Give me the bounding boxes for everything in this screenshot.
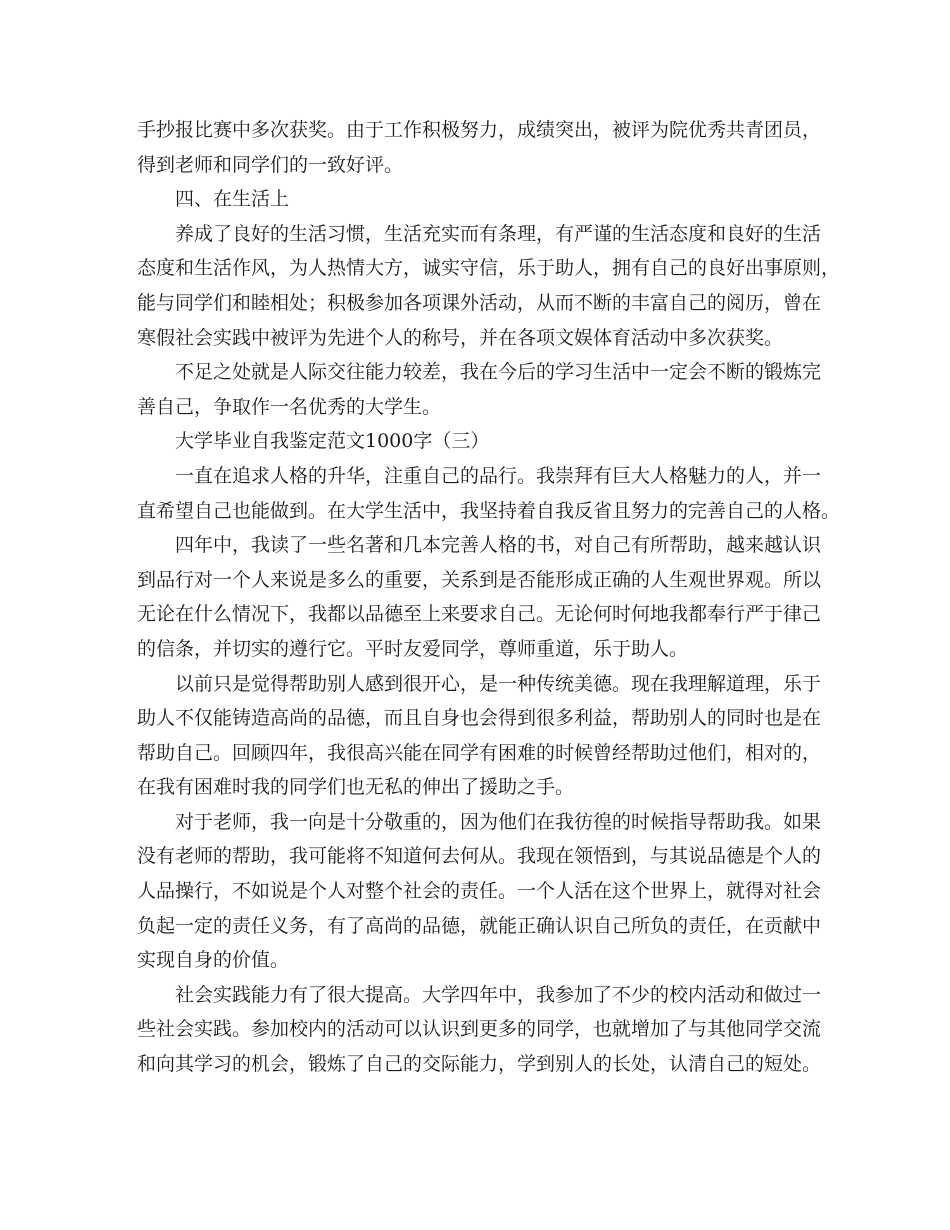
article-title: 大学毕业自我鉴定范文1000字（三） bbox=[175, 430, 490, 453]
paragraph-line: 到品行对一个人来说是多么的重要，关系到是否能形成正确的人生观世界观。所以 bbox=[137, 568, 822, 591]
paragraph-line: 对于老师，我一向是十分敬重的，因为他们在我彷徨的时候指导帮助我。如果 bbox=[175, 810, 822, 833]
paragraph-line: 些社会实践。参加校内的活动可以认识到更多的同学，也就增加了与其他同学交流 bbox=[137, 1018, 822, 1041]
paragraph-line: 人品操行，不如说是个人对整个社会的责任。一个人活在这个世界上，就得对社会 bbox=[137, 880, 822, 903]
paragraph-line: 手抄报比赛中多次获奖。由于工作积极努力，成绩突出，被评为院优秀共青团员， bbox=[137, 119, 822, 141]
paragraph-line: 不足之处就是人际交往能力较差，我在今后的学习生活中一定会不断的锻炼完 bbox=[175, 361, 822, 384]
paragraph-line: 无论在什么情况下，我都以品德至上来要求自己。无论何时何地我都奉行严于律己 bbox=[137, 603, 822, 626]
paragraph-line: 社会实践能力有了很大提高。大学四年中，我参加了不少的校内活动和做过一 bbox=[175, 983, 822, 1006]
paragraph-line: 得到老师和同学们的一致好评。 bbox=[137, 153, 404, 176]
section-heading: 四、在生活上 bbox=[175, 188, 290, 211]
paragraph-line: 态度和生活作风，为人热情大方，诚实守信，乐于助人，拥有自己的良好出事原则， bbox=[137, 257, 841, 280]
paragraph-line: 四年中，我读了一些名著和几本完善人格的书，对自己有所帮助，越来越认识 bbox=[175, 534, 822, 557]
paragraph-line: 养成了良好的生活习惯，生活充实而有条理，有严谨的生活态度和良好的生活 bbox=[175, 222, 822, 245]
paragraph-line: 善自己，争取作一名优秀的大学生。 bbox=[137, 395, 442, 418]
paragraph-line: 寒假社会实践中被评为先进个人的称号，并在各项文娱体育活动中多次获奖。 bbox=[137, 326, 784, 349]
paragraph-line: 实现自身的价值。 bbox=[137, 949, 290, 972]
paragraph-line: 一直在追求人格的升华，注重自己的品行。我崇拜有巨大人格魅力的人，并一 bbox=[175, 464, 822, 487]
paragraph-line: 帮助自己。回顾四年，我很高兴能在同学有困难的时候曾经帮助过他们，相对的， bbox=[137, 741, 822, 764]
paragraph-line: 以前只是觉得帮助别人感到很开心，是一种传统美德。现在我理解道理，乐于 bbox=[175, 672, 822, 695]
paragraph-line: 助人不仅能铸造高尚的品德，而且自身也会得到很多利益，帮助别人的同时也是在 bbox=[137, 707, 822, 730]
document-body bbox=[137, 113, 841, 1082]
paragraph-line: 没有老师的帮助，我可能将不知道何去何从。我现在领悟到，与其说品德是个人的 bbox=[137, 845, 822, 868]
paragraph-line: 和向其学习的机会，锻炼了自己的交际能力，学到别人的长处，认清自己的短处。 bbox=[137, 1053, 822, 1076]
paragraph-line: 的信条，并切实的遵行它。平时友爱同学，尊师重道，乐于助人。 bbox=[137, 637, 689, 660]
paragraph-line: 能与同学们和睦相处；积极参加各项课外活动，从而不断的丰富自己的阅历，曾在 bbox=[137, 291, 822, 314]
paragraph-line: 在我有困难时我的同学们也无私的伸出了援助之手。 bbox=[137, 776, 575, 799]
paragraph-line: 负起一定的责任义务，有了高尚的品德，就能正确认识自己所负的责任，在贡献中 bbox=[137, 914, 822, 937]
paragraph-line: 直希望自己也能做到。在大学生活中，我坚持着自我反省且努力的完善自己的人格。 bbox=[137, 499, 841, 522]
